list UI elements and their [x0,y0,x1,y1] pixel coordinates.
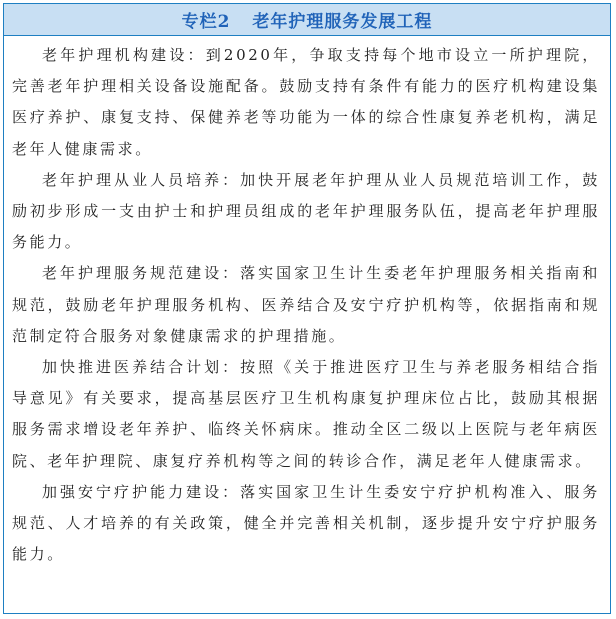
paragraph-hospice-care-capacity: 加强安宁疗护能力建设：落实国家卫生计生委安宁疗护机构准入、服务规范、人才培养的有关政策，健全并完善相关机制，逐步提升安宁疗护服务能力。 [12,482,600,564]
column-title: 老年护理服务发展工程 [252,12,433,32]
column-label: 专栏2 [181,12,231,32]
paragraph-nursing-institutions: 老年护理机构建设：到2020年，争取支持每个地市设立一所护理院，完善老年护理相关设备设施配备。鼓励支持有条件有能力的医疗机构建设集医疗养护、康复支持、保健养老等功能为一体的综合性康复养老机构，满足老年人健康需求。 [12,46,600,158]
paragraph-medical-elderly-care-integration: 加快推进医养结合计划：按照《关于推进医疗卫生与养老服务相结合指导意见》有关要求，提高基层医疗卫生机构康复护理床位占比，鼓励其根据服务需求增设老年养护、临终关怀病床。推动全区二级以上医院与老年病医院、老年护理院、康复疗养机构等之间的转诊合作，满足老年人健康需求。 [12,358,600,470]
box-header [4,4,610,36]
feature-box [3,3,611,614]
paragraph-nursing-staff-training: 老年护理从业人员培养：加快开展老年护理从业人员规范培训工作，鼓励初步形成一支由护士和护理员组成的老年护理服务队伍，提高老年护理服务能力。 [12,170,600,252]
box-content [4,36,610,570]
paragraph-nursing-service-standards: 老年护理服务规范建设：落实国家卫生计生委老年护理服务相关指南和规范，鼓励老年护理服务机构、医养结合及安宁疗护机构等，依据指南和规范制定符合服务对象健康需求的护理措施。 [12,264,600,345]
